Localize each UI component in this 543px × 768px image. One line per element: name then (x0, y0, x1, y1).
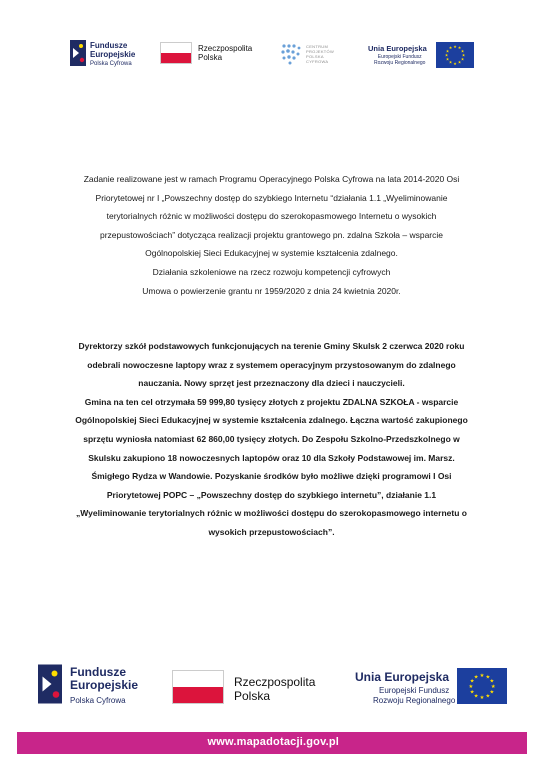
svg-text:★: ★ (468, 683, 474, 690)
paragraph-line: wysokich przepustowościach”. (208, 526, 335, 537)
svg-text:★: ★ (490, 683, 496, 690)
svg-text:★: ★ (479, 672, 485, 679)
fundusze-subtitle: Polska Cyfrowa (90, 61, 132, 67)
paragraph-line: sprzętu wyniosła natomiast 62 860,00 tysięcy złotych. Do Zespołu Szkolno-Przedszkolnego w (83, 433, 460, 444)
paragraph-line: przepustowościach” dotycząca realizacji projektu grantowego pn. zdalna Szkoła – wsparcie (99, 229, 443, 240)
svg-text:★: ★ (457, 45, 462, 51)
paragraph-line: Ogólnopolskiej Sieci Edukacyjnej w systemie kształcenia zdalnego. (145, 248, 398, 259)
paragraph-line: „Wyeliminowanie terytorialnych różnic w możliwości dostępu do szerokopasmowego internetu o (76, 508, 467, 519)
rzeczpospolita-text: Rzeczpospolita Polska (234, 675, 316, 703)
svg-text:★: ★ (473, 674, 479, 681)
svg-text:★: ★ (448, 45, 453, 51)
fundusze-subtitle: Polska Cyfrowa (70, 696, 126, 705)
polish-flag-icon (160, 42, 192, 64)
ue-title: Unia Europejska (355, 670, 450, 684)
footer-bar (17, 732, 527, 754)
fundusze-title: Fundusze Europejskie (90, 41, 136, 59)
cppc-text: CENTRUM PROJEKTÓW POLSKA CYFROWA (306, 44, 335, 64)
rzeczpospolita-text: Rzeczpospolita Polska (198, 44, 253, 62)
svg-text:★: ★ (489, 678, 495, 685)
laptops-news-paragraph (50, 337, 493, 542)
fundusze-europejskie-emblem-icon (38, 662, 62, 706)
unia-europejska-logo-top (368, 42, 476, 70)
paragraph-line: terytorialnych różnic w możliwości dostępu do szerokopasmowego Internetu o wysokich (106, 211, 437, 222)
fundusze-europejskie-emblem-icon (70, 40, 86, 66)
paragraph-line: Priorytetowej nr I „Powszechny dostęp do szybkiego Internetu “działania 1.1 „Wyeliminowanie (95, 192, 448, 203)
svg-text:★: ★ (460, 56, 465, 62)
footer-url-link[interactable]: www.mapadotacji.gov.pl (207, 736, 339, 748)
fundusze-europejskie-logo-top (70, 40, 150, 70)
svg-text:★: ★ (489, 689, 495, 696)
cppc-logo-top (280, 42, 350, 70)
project-description-paragraph (60, 170, 483, 300)
ue-title: Unia Europejska (368, 44, 427, 53)
paragraph-line: nauczania. Nowy sprzęt jest przeznaczony dla dzieci i nauczycieli. (138, 378, 405, 389)
paragraph-line: Ogólnopolskiej Sieci Edukacyjnej w systemie kształcenia zdalnego. Łączna wartość zakupionego (75, 415, 468, 426)
svg-text:★: ★ (457, 59, 462, 65)
paragraph-line: Umowa o powierzenie grantu nr 1959/2020 z dnia 24 kwietnia 2020r. (142, 285, 401, 296)
svg-text:★: ★ (469, 689, 475, 696)
ue-subtitle: Europejski Fundusz Rozwoju Regionalnego (373, 686, 456, 705)
svg-text:★: ★ (453, 61, 457, 66)
svg-text:★: ★ (473, 693, 479, 700)
svg-text:★: ★ (448, 59, 453, 65)
rzeczpospolita-logo-bottom (172, 670, 332, 710)
svg-text:★: ★ (445, 48, 450, 54)
svg-text:★: ★ (445, 56, 450, 62)
unia-europejska-logo-bottom (355, 668, 515, 708)
svg-text:★: ★ (485, 693, 491, 700)
paragraph-line: Priorytetowej POPC – „Powszechny dostęp do szybkiego internetu”, działanie 1.1 (106, 489, 437, 500)
ue-subtitle: Europejski Fundusz Rozwoju Regionalnego (374, 54, 426, 66)
svg-text:★: ★ (469, 678, 475, 685)
rzeczpospolita-logo-top (160, 42, 270, 70)
svg-text:★: ★ (485, 674, 491, 681)
paragraph-line: Gmina na ten cel otrzymała 59 999,80 tysięcy złotych z projektu ZDALNA SZKOŁA - wsparcie (84, 396, 459, 407)
paragraph-line: Działania szkoleniowe na rzecz rozwoju kompetencji cyfrowych (152, 266, 391, 277)
paragraph-line: Skulsku zakupiono 18 nowoczesnych laptopów oraz 10 dla Szkoły Podstawowej im. Marsz. (88, 452, 455, 463)
fundusze-europejskie-logo-bottom (38, 662, 158, 712)
svg-text:★: ★ (461, 52, 466, 58)
svg-text:★: ★ (460, 48, 465, 54)
paragraph-line: Zadanie realizowane jest w ramach Programu Operacyjnego Polska Cyfrowa na lata 2014-2020 Osi (83, 174, 460, 184)
paragraph-line: odebrali nowoczesne laptopy wraz z systemem operacyjnym przystosowanym do zdalnego (87, 359, 456, 370)
fundusze-title: Fundusze Europejskie (70, 665, 139, 692)
paragraph-line: Dyrektorzy szkół podstawowych funkcjonujących na terenie Gminy Skulsk 2 czerwca 2020 roku (78, 341, 465, 351)
svg-text:★: ★ (453, 44, 457, 49)
svg-text:★: ★ (444, 52, 449, 58)
eu-flag-icon (457, 668, 507, 704)
eu-flag-icon (436, 42, 474, 68)
svg-text:★: ★ (479, 695, 485, 702)
paragraph-line: Śmigłego Rydza w Wandowie. Pozyskanie środków było możliwe dzięki programowi I Osi (91, 471, 452, 482)
polish-flag-icon (172, 670, 224, 704)
cppc-emblem-icon (280, 42, 302, 66)
